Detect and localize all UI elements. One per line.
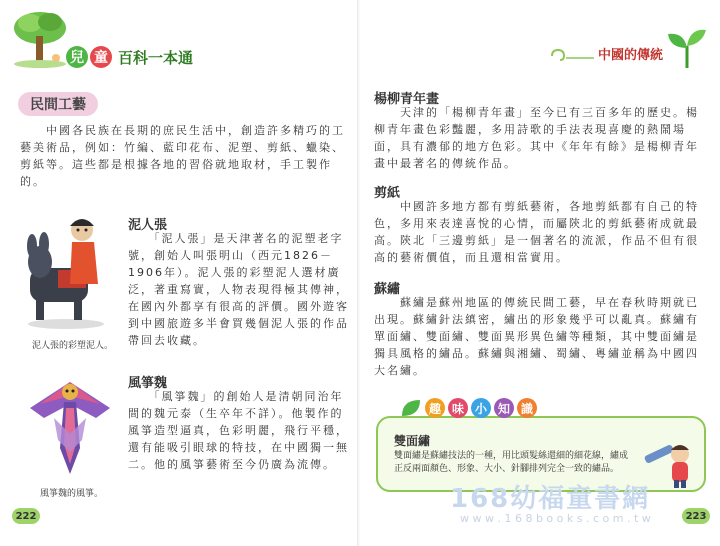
yangliu-heading: 楊柳青年畫: [374, 92, 440, 107]
page-number-right: 223: [682, 508, 710, 524]
tree-icon: [10, 8, 70, 68]
fun-fact-char-2: 味: [448, 398, 468, 418]
suxiu-heading: 蘇繡: [374, 282, 401, 297]
kite-image: [24, 374, 116, 482]
fun-fact-char-1: 趣: [425, 398, 445, 418]
series-title-rest: 百科一本通: [118, 48, 194, 67]
series-title: [66, 44, 193, 70]
clay-heading: 泥人張: [128, 218, 168, 233]
jianzhi-heading: 剪紙: [374, 186, 401, 201]
page-number-left: 222: [12, 508, 40, 524]
clay-figure-image: [18, 212, 114, 332]
fun-fact-title: [400, 398, 537, 422]
section-tag: 民間工藝: [18, 92, 98, 116]
swirl-icon: [548, 48, 594, 64]
intro-paragraph: 中國各民族在長期的庶民生活中，創造許多精巧的工藝美術品，例如：竹編、藍印花布、泥塑、剪紙、蠟染、剪紙等。這些都是根據各地的習俗就地取材，手工製作的。: [20, 124, 345, 188]
chapter-header: [548, 40, 708, 70]
kite-caption: 風箏魏的風箏。: [40, 489, 104, 499]
series-char-1: 兒: [66, 46, 88, 68]
clay-caption: 泥人張的彩塑泥人。: [32, 341, 114, 351]
sprout-icon: [666, 28, 708, 70]
fun-fact-char-3: 小: [471, 398, 491, 418]
kite-heading: 風箏魏: [128, 376, 168, 391]
kite-paragraph: 「風箏魏」的創始人是清朝同治年間的魏元泰（生卒年不詳）。他製作的風箏造型逼真，色彩明麗，飛行平穩，還有能吸引眼球的特技，在中國獨一無二。他的風箏藝術至今仍廣為流傳。: [128, 390, 349, 471]
watermark-brand: 168幼福童書網: [450, 484, 651, 514]
clay-paragraph: 「泥人張」是天津著名的泥塑老字號，創始人叫張明山（西元1826－1906年）。泥人張的彩塑泥人選材廣泛，著重寫實，人物表現得極其傳神，在國內外都享有很高的評價。國外遊客到中國旅遊多半會買幾個泥人張的作品帶回去收藏。: [128, 232, 349, 347]
jianzhi-paragraph: 中國許多地方都有剪紙藝術，各地剪紙都有自己的特色，多用來表達喜悅的心情，而屬陝北的剪紙藝術成就最高。陝北「三邊剪紙」是一個著名的流派，作品不但有很高的藝術價值，而且還相當實用。: [374, 200, 699, 264]
fun-fact-char-4: 知: [494, 398, 514, 418]
suxiu-paragraph: 蘇繡是蘇州地區的傳統民間工藝，早在春秋時期就已出現。蘇繡針法縝密，繡出的形象幾乎可以亂真。蘇繡有單面繡、雙面繡、雙面異形異色繡等種類，其中雙面繡是獨具風格的繡品。蘇繡與湘繡、蜀繡、粵繡並稱為中國四大名繡。: [374, 296, 699, 377]
chapter-title: 中國的傳統: [598, 48, 664, 63]
yangliu-paragraph: 天津的「楊柳青年畫」至今已有三百多年的歷史。楊柳青年畫色彩豔麗，多用詩歌的手法表現喜慶的熱鬧場面，具有濃郁的地方色彩。其中《年年有餘》是楊柳青年畫中最著名的傳統作品。: [374, 106, 699, 170]
fun-fact-char-5: 識: [517, 398, 537, 418]
watermark-url: w w w . 1 6 8 b o o k s . c o m . t w: [460, 512, 651, 525]
fun-fact-text: 雙面繡是蘇繡技法的一種，用比頭髮絲還細的細花線，繡成正反兩面顏色、形象、大小、針腳排列完全一致的繡品。: [394, 451, 629, 474]
series-char-2: 童: [90, 46, 112, 68]
right-page: [360, 0, 720, 546]
leaf-icon: [400, 398, 422, 420]
fun-fact-heading: 雙面繡: [394, 434, 431, 448]
